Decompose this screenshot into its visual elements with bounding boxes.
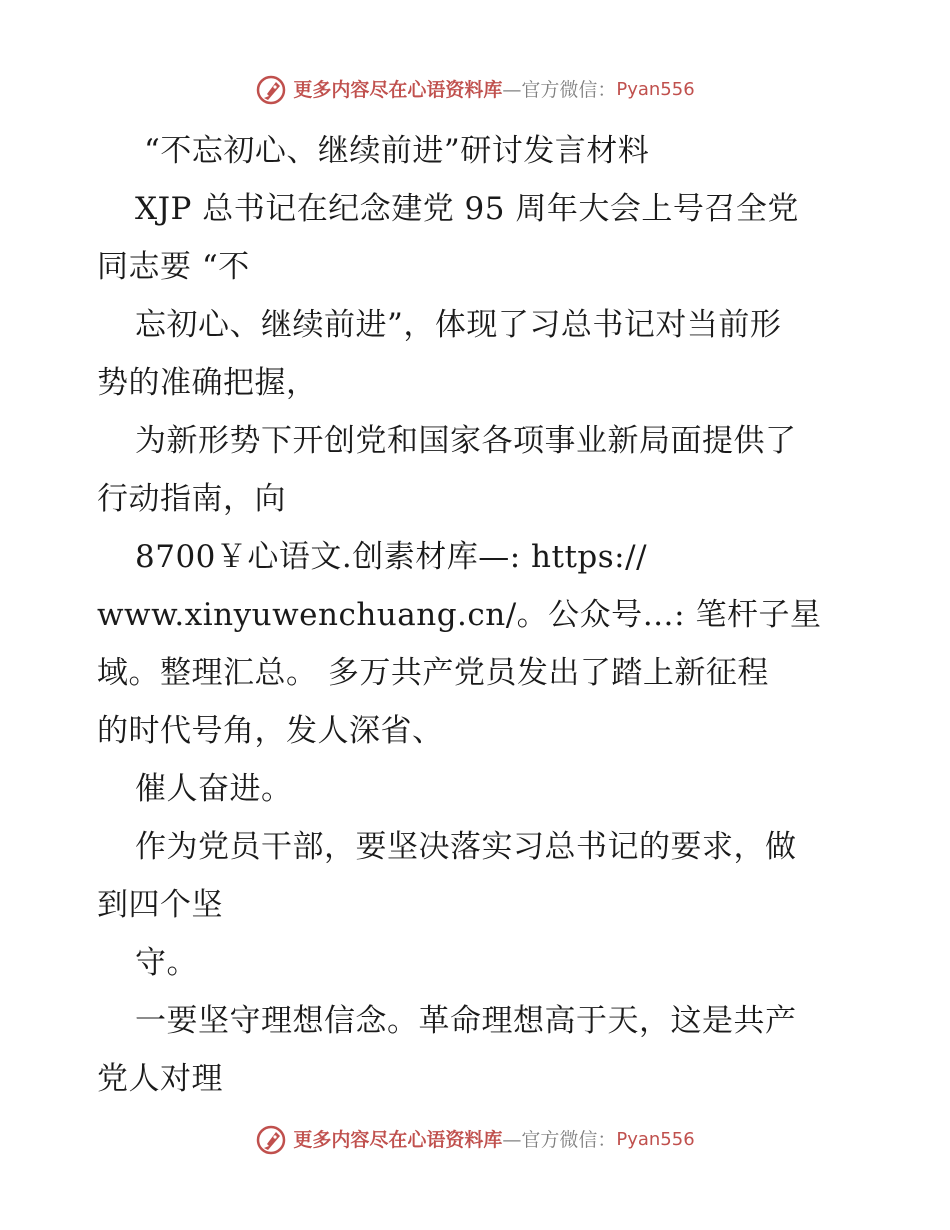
pen-nib-circle-icon (255, 1124, 287, 1156)
banner-wechat-id: Pyan556 (616, 79, 695, 100)
paragraph-line: XJP 总书记在纪念建党 95 周年大会上号召全党 (135, 191, 799, 227)
paragraph-line: 催人奋进。 (135, 771, 293, 807)
paragraph-line: 守。 (135, 945, 198, 981)
banner-separator: — (502, 78, 522, 101)
banner-wechat-id: Pyan556 (616, 1129, 695, 1150)
paragraph-line: 同志要 “不 (97, 249, 250, 285)
paragraph-line: 势的准确把握， (97, 365, 318, 401)
banner-text (293, 78, 695, 101)
banner-separator: — (502, 1128, 522, 1151)
paragraph-line: 域。整理汇总。 多万共产党员发出了踏上新征程 (97, 655, 769, 691)
banner-main-text: 更多内容尽在心语资料库 (293, 1128, 503, 1151)
paragraph-line: 作为党员干部，要坚决落实习总书记的要求，做 (135, 829, 797, 865)
document-body (97, 122, 867, 1108)
paragraph-line: 行动指南，向 (97, 481, 286, 517)
footer-banner (0, 1120, 950, 1160)
paragraph-line: 到四个坚 (97, 887, 223, 923)
paragraph-line: 忘初心、继续前进”，体现了习总书记对当前形 (135, 307, 782, 343)
pen-nib-circle-icon (255, 74, 287, 106)
banner-wechat-label: 官方微信： (521, 1128, 617, 1151)
banner-main-text: 更多内容尽在心语资料库 (293, 78, 503, 101)
banner-text (293, 1128, 695, 1151)
document-title: “不忘初心、继续前进”研讨发言材料 (144, 133, 650, 169)
paragraph-line: 为新形势下开创党和国家各项事业新局面提供了 (135, 423, 797, 459)
paragraph-line: 8700￥心语文.创素材库—: https:// (135, 539, 648, 575)
paragraph-line: www.xinyuwenchuang.cn/。公众号…: 笔杆子星 (97, 597, 822, 633)
paragraph-line: 的时代号角，发人深省、 (97, 713, 444, 749)
banner-wechat-label: 官方微信： (521, 78, 617, 101)
header-banner (0, 70, 950, 110)
paragraph-line: 一要坚守理想信念。革命理想高于天，这是共产 (135, 1003, 797, 1039)
paragraph-line: 党人对理 (97, 1061, 223, 1097)
